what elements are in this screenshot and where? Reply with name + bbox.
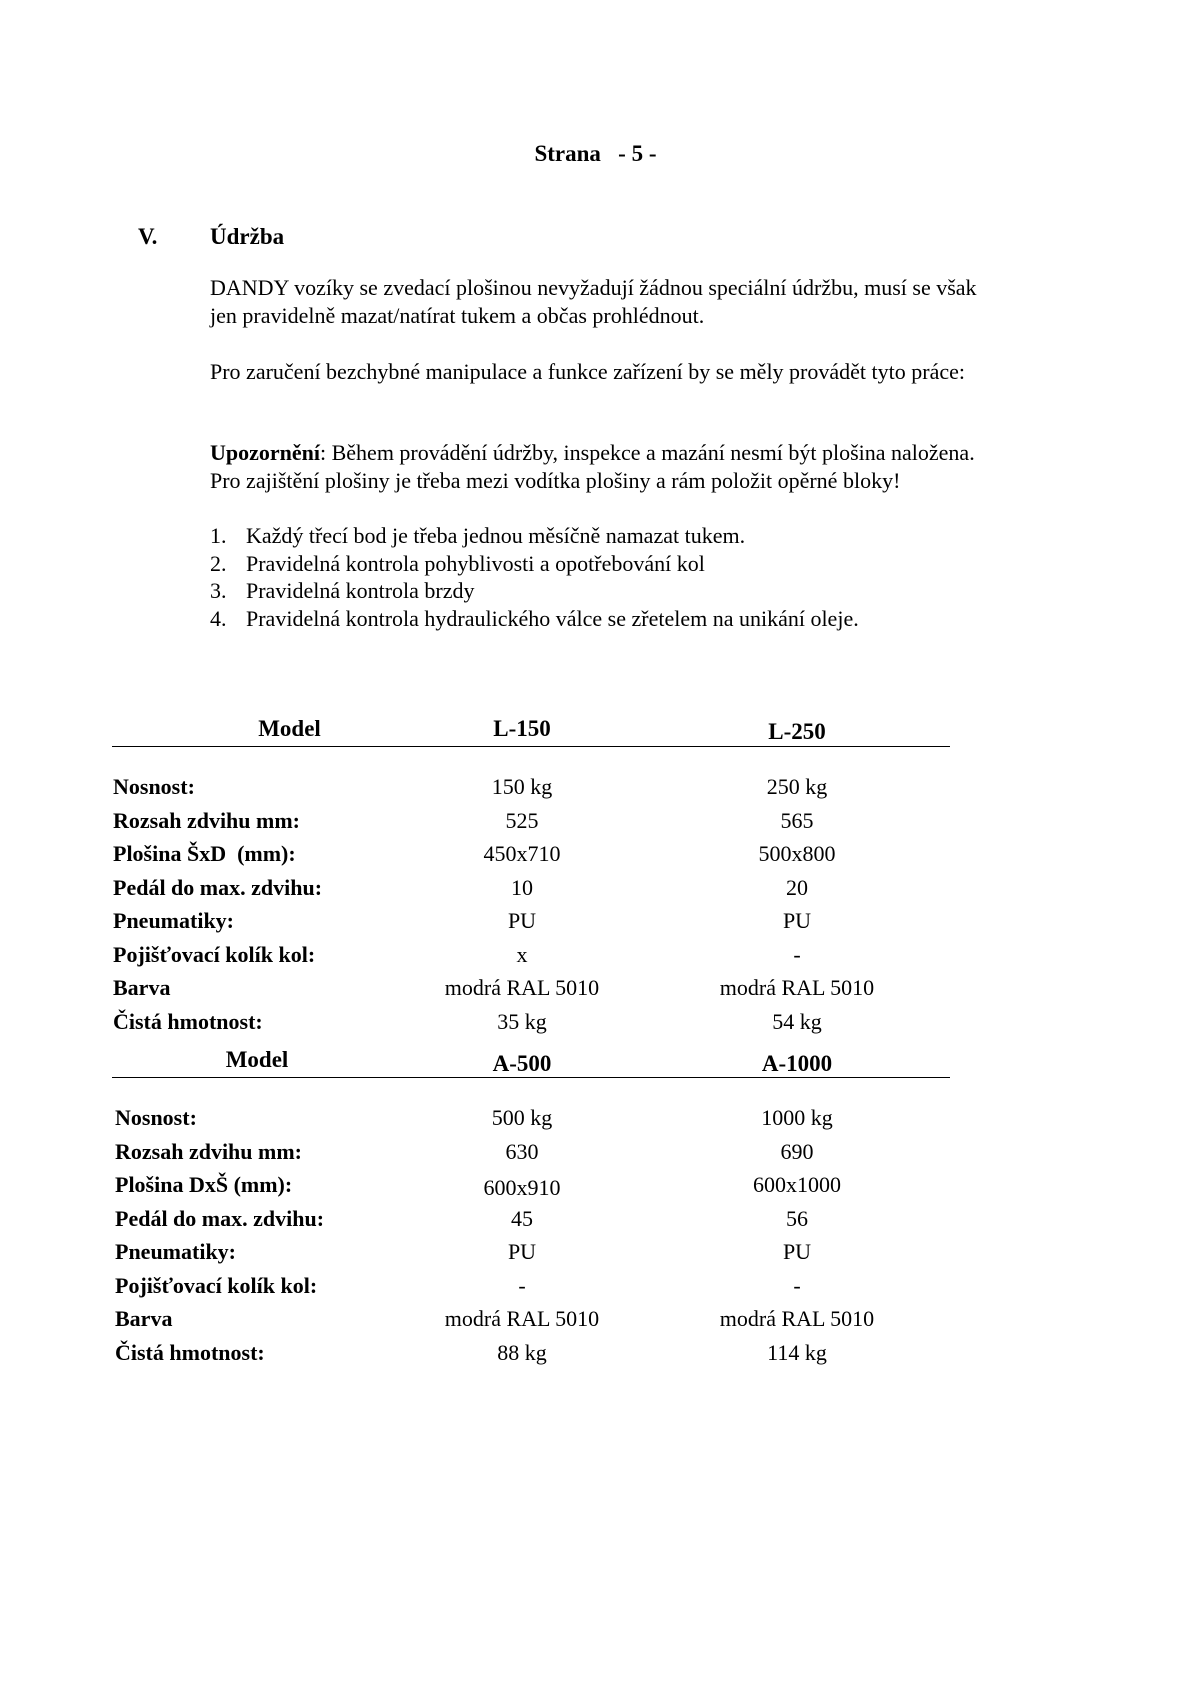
spec-value: 525 [505,807,539,833]
spec-value: 600x1000 [753,1172,841,1197]
spec-value: 500 kg [491,1105,553,1130]
spec-value: x [516,941,528,967]
spec-value: PU [782,1239,812,1264]
spec-label: Pojišťovací kolík kol: [113,941,316,967]
spec-value: 630 [505,1138,539,1164]
intro-line-2: jen pravidelně mazat/natírat tukem a občas prohlédnout. [210,303,705,328]
table-header-row [112,1047,950,1078]
spec-label: Pneumatiky: [113,908,234,933]
spec-label: Čistá hmotnost: [115,1339,265,1365]
list-item-number: 4. [210,605,227,631]
warning-label: Upozornění [210,440,320,465]
spec-value: 45 [511,1205,533,1231]
spec-label: Pojišťovací kolík kol: [115,1272,318,1298]
table-row [112,841,950,875]
spec-value: PU [782,908,812,933]
table-row [112,1239,950,1273]
spec-value: modrá RAL 5010 [719,975,875,1000]
spec-label: Barva [113,975,171,1000]
spec-label: Plošina ŠxD (mm): [113,841,296,866]
intro-line-1: DANDY vozíky se zvedací plošinou nevyžadují žádnou speciální údržbu, musí se však [210,275,977,300]
spec-value: - [793,941,801,967]
spec-value: 500x800 [758,841,836,866]
spec-value: 690 [780,1138,814,1164]
table-row [112,1206,950,1240]
guarantee-paragraph [210,358,965,386]
spec-value: 88 kg [497,1339,547,1365]
spec-value: PU [507,1239,537,1264]
model-name-header: L-250 [768,719,826,744]
table-row [112,875,950,909]
maintenance-task-list [210,522,859,632]
table-row [112,1009,950,1043]
warning-line-1 [210,439,975,467]
list-item [210,605,859,633]
model-name-header: A-500 [492,1051,552,1076]
spec-label: Barva [115,1306,173,1331]
spec-value: - [518,1272,526,1298]
table-row [112,1273,950,1307]
model-name-header: L-150 [493,716,551,741]
table-row [112,774,950,808]
spec-value: 35 kg [497,1008,547,1034]
warning-line-2: Pro zajištění plošiny je třeba mezi vodítka plošiny a rám položit opěrné bloky! [210,468,901,493]
spec-value: modrá RAL 5010 [444,975,600,1000]
spec-value: 10 [511,874,533,900]
spec-label: Rozsah zdvihu mm: [115,1138,303,1164]
list-item-number: 2. [210,550,227,576]
spec-value: PU [507,908,537,933]
page-header: Strana - 5 - [534,141,657,166]
spec-value: 56 [786,1205,808,1231]
list-item-text: Pravidelná kontrola brzdy [246,578,475,603]
table-row [112,1139,950,1173]
guarantee-text: Pro zaručení bezchybné manipulace a funkce zařízení by se měly provádět tyto práce: [210,359,965,384]
spec-value: 54 kg [772,1008,822,1034]
table-row [112,1172,950,1206]
model-column-header: Model [225,1047,289,1072]
spec-value: 250 kg [766,774,828,799]
intro-paragraph [210,274,977,330]
spec-value: 450x710 [483,841,561,866]
section-title: Údržba [210,224,285,249]
spec-value: 600x910 [483,1175,561,1200]
spec-label: Pedál do max. zdvihu: [113,874,323,900]
table-row [112,942,950,976]
table-header-row [112,716,950,747]
warning-paragraph [210,439,975,495]
spec-value: modrá RAL 5010 [719,1306,875,1331]
list-item-text: Každý třecí bod je třeba jednou měsíčně namazat tukem. [246,523,746,548]
list-item-text: Pravidelná kontrola hydraulického válce se zřetelem na unikání oleje. [246,605,859,631]
list-item [210,550,859,578]
list-item [210,522,859,550]
spec-value: 20 [786,874,808,900]
model-name-header: A-1000 [761,1051,833,1076]
spec-table-l-series [112,716,950,1042]
spec-label: Nosnost: [113,774,195,799]
table-row [112,908,950,942]
table-row [112,975,950,1009]
list-item-number: 3. [210,578,227,603]
spec-value: 1000 kg [761,1105,833,1130]
spec-label: Nosnost: [115,1105,197,1130]
list-item-text: Pravidelná kontrola pohyblivosti a opotřebování kol [246,550,705,576]
table-row [112,808,950,842]
warning-text: : Během provádění údržby, inspekce a mazání nesmí být plošina naložena. [320,440,975,465]
spec-value: - [793,1272,801,1298]
model-column-header: Model [258,716,321,741]
table-body [112,774,950,1042]
spec-value: modrá RAL 5010 [444,1306,600,1331]
spec-table-a-series [112,1047,950,1373]
spec-value: 565 [780,807,814,833]
list-item-number: 1. [210,523,227,548]
spec-value: 114 kg [767,1339,827,1365]
spec-value: 150 kg [491,774,553,799]
spec-label: Plošina DxŠ (mm): [115,1172,293,1197]
spec-label: Pedál do max. zdvihu: [115,1205,325,1231]
table-row [112,1105,950,1139]
table-body [112,1105,950,1373]
spec-label: Pneumatiky: [115,1239,236,1264]
table-row [112,1340,950,1374]
spec-label: Rozsah zdvihu mm: [113,807,301,833]
section-number: V. [138,224,158,249]
table-row [112,1306,950,1340]
spec-label: Čistá hmotnost: [113,1008,263,1034]
list-item [210,577,859,605]
